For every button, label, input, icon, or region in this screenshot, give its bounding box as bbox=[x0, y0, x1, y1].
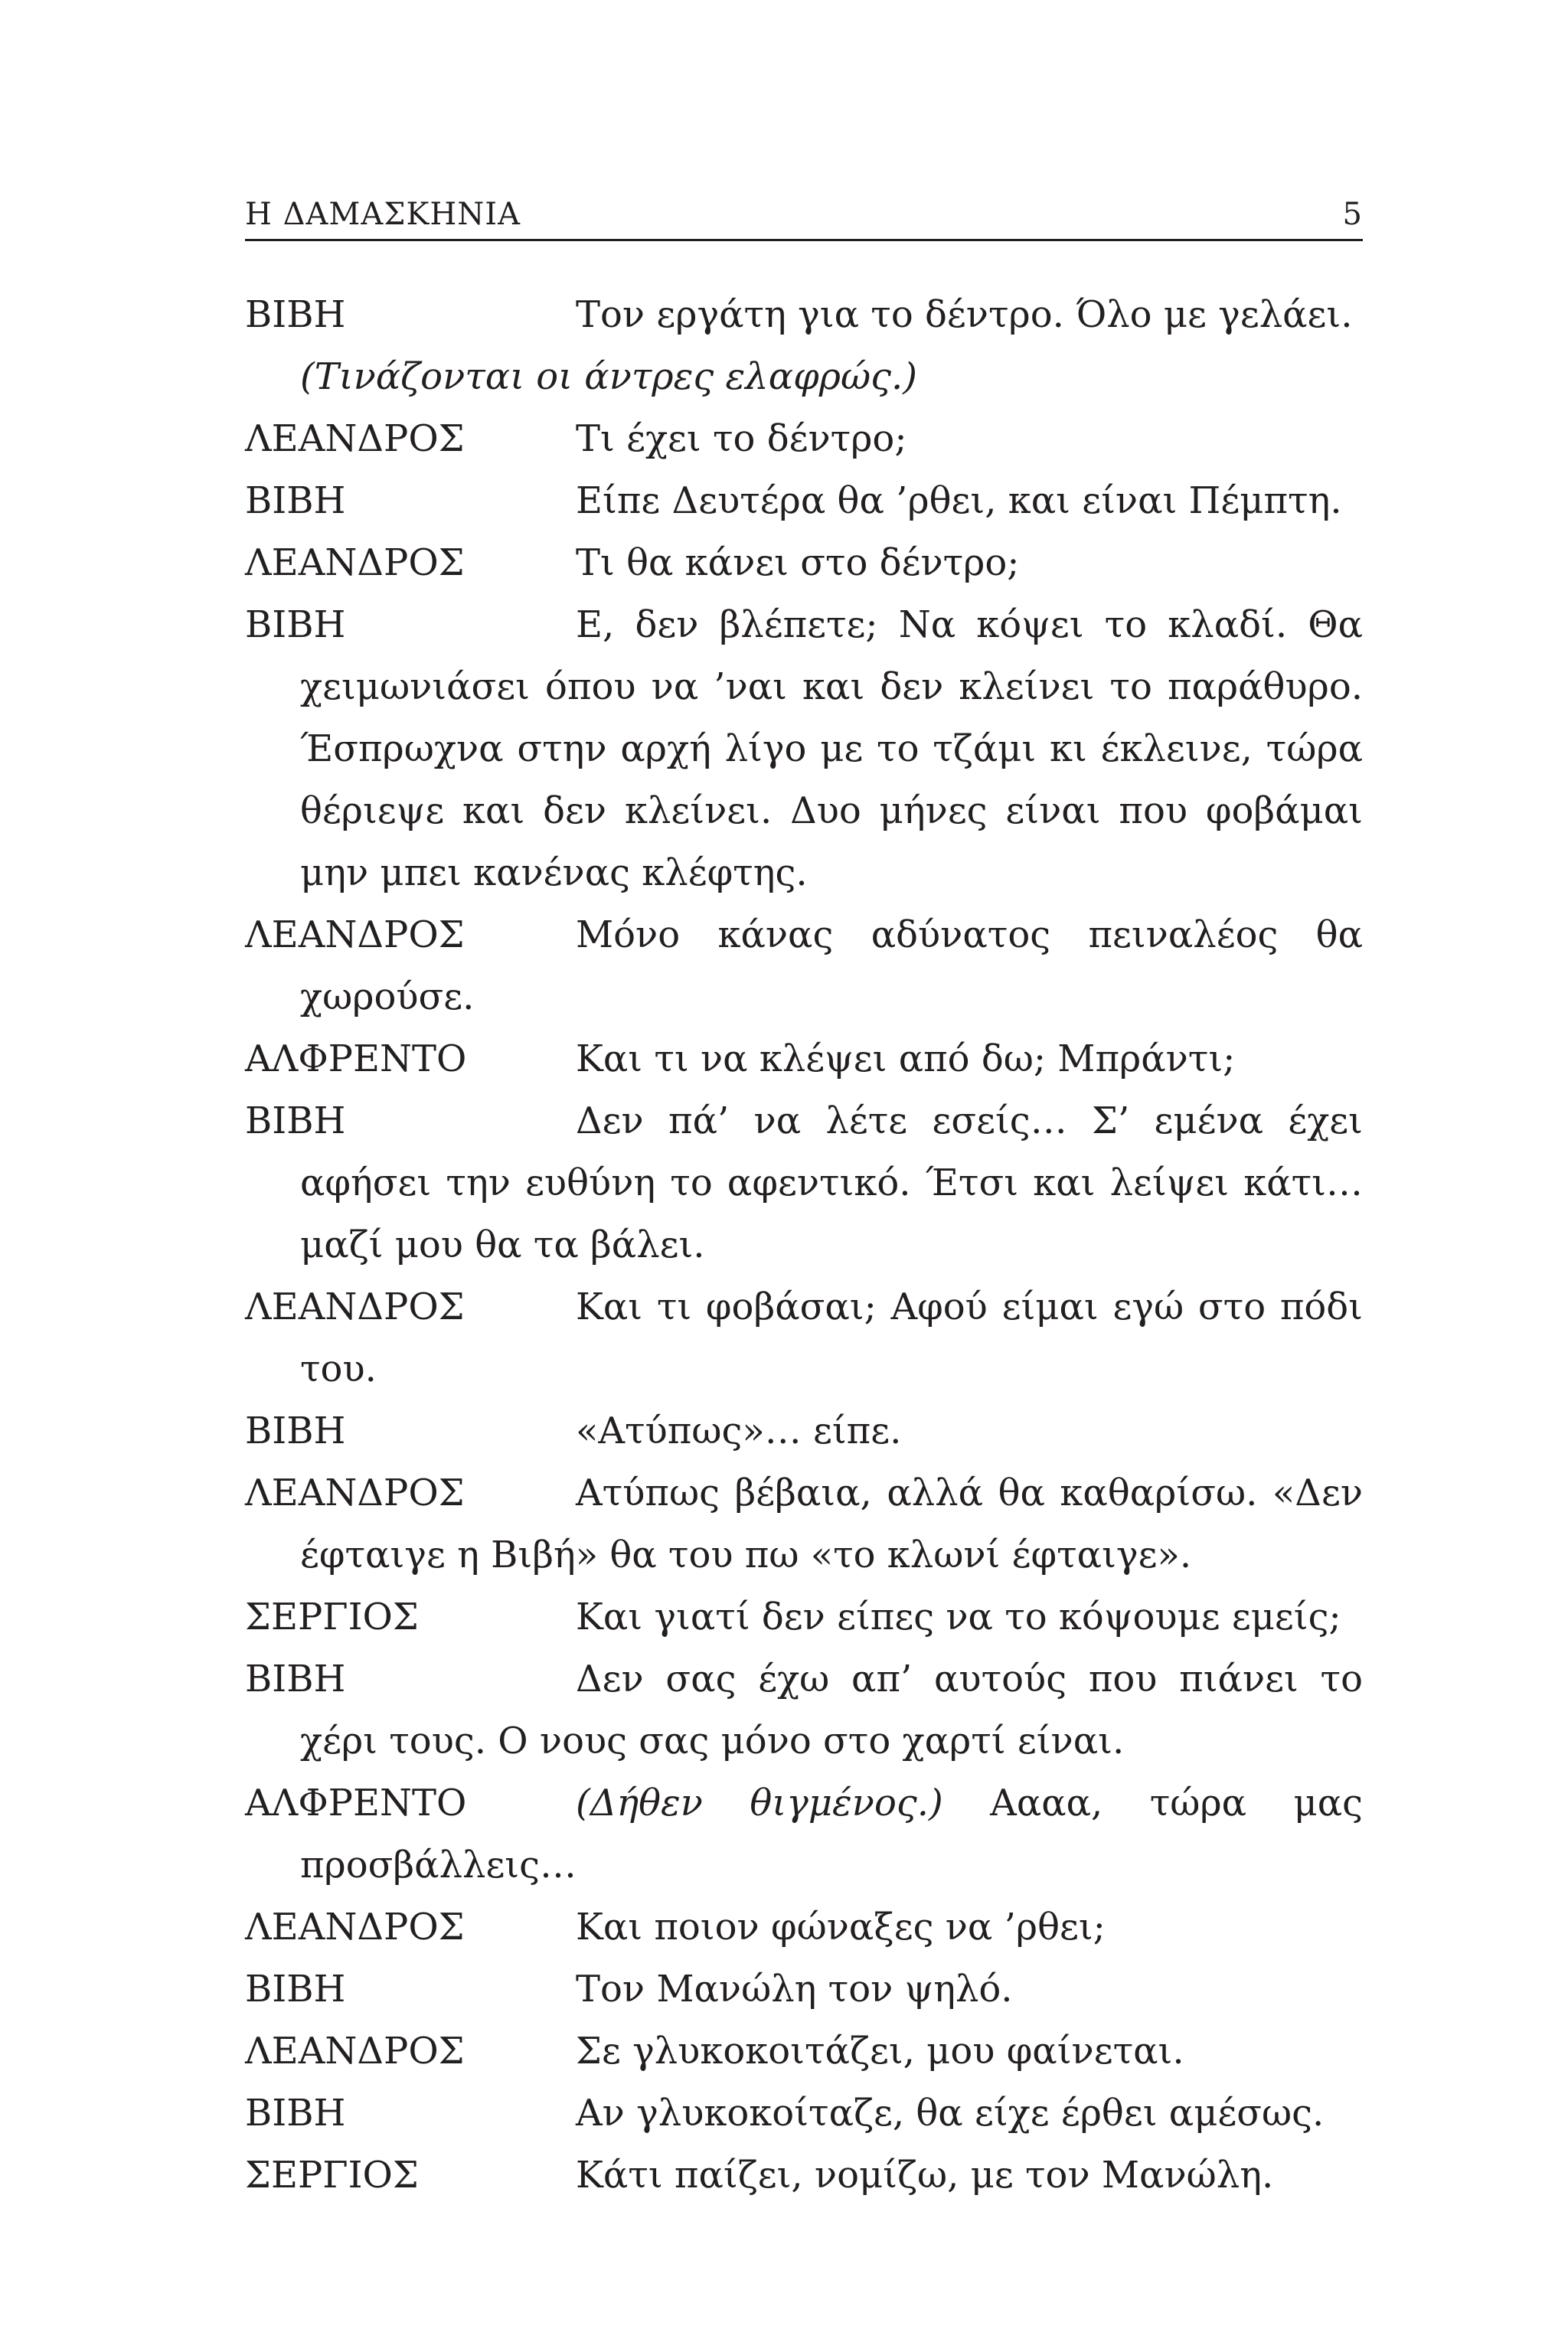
dialogue-line bbox=[245, 1090, 1363, 1276]
dialogue-text: Ατύπως βέβαια, αλλά θα καθαρίσω. «Δεν έφταιγε η Βιβή» θα του πω «το κλωνί έφταιγε». bbox=[300, 1472, 1363, 1576]
speaker-name: ΛΕΑΝΔΡΟΣ bbox=[245, 2030, 465, 2073]
inline-stage-direction: (Δήθεν θιγμένος.) bbox=[576, 1782, 943, 1824]
speaker-name: ΒΙΒΗ bbox=[245, 1968, 346, 2011]
dialogue-line bbox=[245, 904, 1363, 1028]
dialogue-line bbox=[245, 2082, 1363, 2145]
speaker-name: ΣΕΡΓΙΟΣ bbox=[245, 2154, 419, 2197]
dialogue-line bbox=[245, 1958, 1363, 2020]
dialogue-text: Σε γλυκοκοιτάζει, μου φαίνεται. bbox=[576, 2030, 1184, 2073]
speaker-name: ΒΙΒΗ bbox=[245, 1099, 346, 1142]
dialogue-text: Ε, δεν βλέπετε; Να κόψει το κλαδί. Θα χειμωνιάσει όπου να ’ναι και δεν κλείνει το παράθυρο. Έσπρωχνα στην αρχή λίγο με το τζάμι κι έκλεινε, τώρα θέριεψε και δεν κλείνει. Δυο μήνες είναι που φοβάμαι μην μπει κανένας κλέφτης. bbox=[300, 603, 1363, 894]
dialogue-line bbox=[245, 1896, 1363, 1958]
speaker-name: ΛΕΑΝΔΡΟΣ bbox=[245, 1285, 465, 1328]
dialogue-text: Δεν σας έχω απ’ αυτούς που πιάνει το χέρι τους. Ο νους σας μόνο στο χαρτί είναι. bbox=[300, 1658, 1363, 1762]
speaker-name: ΛΕΑΝΔΡΟΣ bbox=[245, 417, 465, 460]
dialogue-text: Και ποιον φώναξες να ’ρθει; bbox=[576, 1906, 1106, 1949]
book-page bbox=[245, 196, 1363, 2309]
speaker-name: ΒΙΒΗ bbox=[245, 479, 346, 522]
script-body bbox=[245, 284, 1363, 2207]
speaker-name: ΒΙΒΗ bbox=[245, 293, 346, 336]
speaker-name: ΛΕΑΝΔΡΟΣ bbox=[245, 1906, 465, 1949]
dialogue-text: Δεν πά’ να λέτε εσείς… Σ’ εμένα έχει αφήσει την ευθύνη το αφεντικό. Έτσι και λείψει κάτι… μαζί μου θα τα βάλει. bbox=[300, 1099, 1363, 1266]
page-number: 5 bbox=[1342, 197, 1363, 232]
speaker-name: ΛΕΑΝΔΡΟΣ bbox=[245, 913, 465, 956]
speaker-name: ΣΕΡΓΙΟΣ bbox=[245, 1596, 419, 1638]
dialogue-text: Τι θα κάνει στο δέντρο; bbox=[576, 541, 1020, 584]
dialogue-line bbox=[245, 1772, 1363, 1896]
dialogue-line bbox=[245, 594, 1363, 904]
dialogue-text: Μόνο κάνας αδύνατος πειναλέος θα χωρούσε. bbox=[300, 913, 1363, 1018]
dialogue-text: Αν γλυκοκοίταζε, θα είχε έρθει αμέσως. bbox=[576, 2092, 1325, 2135]
running-header bbox=[245, 196, 1363, 241]
dialogue-line bbox=[245, 2145, 1363, 2207]
dialogue-line bbox=[245, 1028, 1363, 1090]
dialogue-line bbox=[245, 1586, 1363, 1648]
dialogue-text: Και τι φοβάσαι; Αφού είμαι εγώ στο πόδι του. bbox=[300, 1285, 1363, 1390]
dialogue-text: «Ατύπως»… είπε. bbox=[576, 1410, 902, 1452]
dialogue-line bbox=[245, 284, 1363, 346]
book-title: Η ΔΑΜΑΣΚΗΝΙΑ bbox=[245, 197, 521, 232]
dialogue-text: Και τι να κλέψει από δω; Μπράντι; bbox=[576, 1037, 1236, 1080]
dialogue-line bbox=[245, 2020, 1363, 2082]
dialogue-line bbox=[245, 470, 1363, 532]
dialogue-text: Αααα, τώρα μας προσβάλλεις… bbox=[300, 1782, 1363, 1886]
speaker-name: ΛΕΑΝΔΡΟΣ bbox=[245, 541, 465, 584]
speaker-name: ΒΙΒΗ bbox=[245, 1658, 346, 1700]
speaker-name: ΛΕΑΝΔΡΟΣ bbox=[245, 1472, 465, 1514]
dialogue-line bbox=[245, 1276, 1363, 1400]
speaker-name: ΒΙΒΗ bbox=[245, 1410, 346, 1452]
dialogue-text: Τον εργάτη για το δέντρο. Όλο με γελάει. bbox=[576, 293, 1353, 336]
dialogue-line bbox=[245, 1462, 1363, 1586]
dialogue-text: Κάτι παίζει, νομίζω, με τον Μανώλη. bbox=[576, 2154, 1274, 2197]
dialogue-text: Και γιατί δεν είπες να το κόψουμε εμείς; bbox=[576, 1596, 1341, 1638]
dialogue-text: Τον Μανώλη τον ψηλό. bbox=[576, 1968, 1013, 2011]
speaker-name: ΒΙΒΗ bbox=[245, 2092, 346, 2135]
dialogue-line bbox=[245, 1648, 1363, 1772]
dialogue-line bbox=[245, 408, 1363, 470]
speaker-name: ΑΛΦΡΕΝΤΟ bbox=[245, 1037, 467, 1080]
dialogue-text: Τι έχει το δέντρο; bbox=[576, 417, 907, 460]
stage-direction: (Τινάζονται οι άντρες ελαφρώς.) bbox=[300, 355, 917, 398]
speaker-name: ΒΙΒΗ bbox=[245, 603, 346, 646]
dialogue-line bbox=[245, 532, 1363, 594]
dialogue-text: Είπε Δευτέρα θα ’ρθει, και είναι Πέμπτη. bbox=[576, 479, 1342, 522]
speaker-name: ΑΛΦΡΕΝΤΟ bbox=[245, 1782, 467, 1824]
dialogue-line bbox=[245, 1400, 1363, 1462]
